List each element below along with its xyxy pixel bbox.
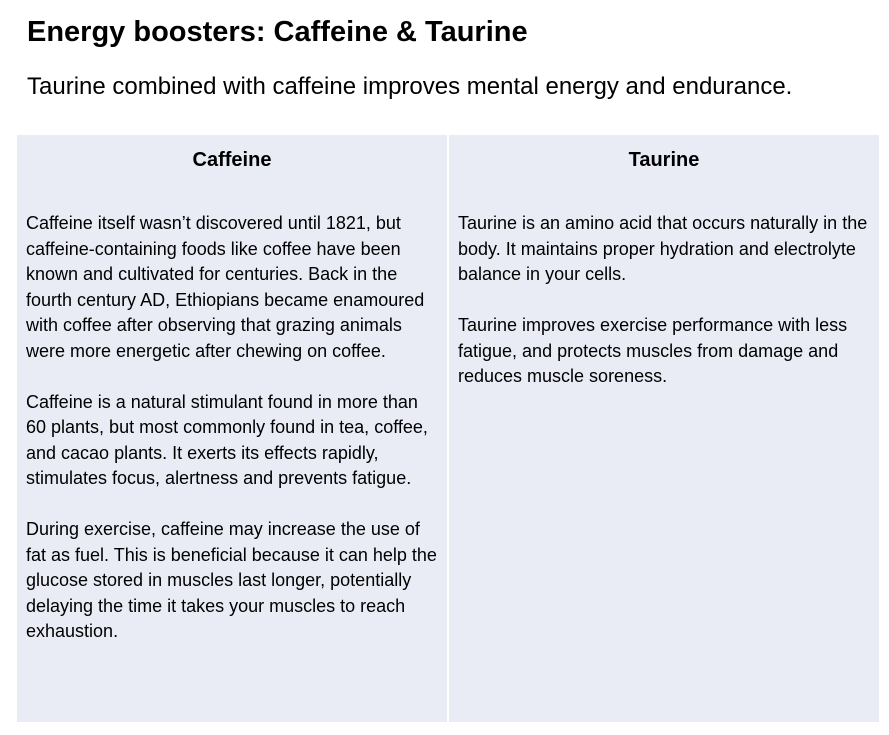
taurine-paragraph: Taurine is an amino acid that occurs naturally in the body. It maintains proper hydration and electrolyte balance in your cells. [458, 213, 868, 284]
caffeine-column [17, 135, 447, 722]
column-header-caffeine: Caffeine [192, 149, 272, 171]
caffeine-paragraph: Caffeine is a natural stimulant found in more than 60 plants, but most commonly found in tea, coffee, and cacao plants. It exerts its effects rapidly, stimulates focus, alertness and prevents fatigue. [26, 391, 428, 488]
caffeine-column-body [26, 211, 438, 645]
taurine-paragraph: Taurine improves exercise performance with less fatigue, and protects muscles from damage and reduces muscle soreness. [458, 315, 848, 386]
taurine-column-body [458, 211, 870, 390]
taurine-column [449, 135, 879, 722]
caffeine-paragraph: Caffeine itself wasn’t discovered until 1821, but caffeine-containing foods like coffee have been known and cultivated for centuries. Back in the fourth century AD, Ethiopians became enamoured with coffee after observing that grazing animals were more energetic after chewing on coffee. [26, 213, 425, 361]
slide-subtitle: Taurine combined with caffeine improves mental energy and endurance. [27, 73, 793, 100]
column-header-taurine: Taurine [628, 149, 700, 171]
comparison-table [17, 135, 879, 722]
slide-title: Energy boosters: Caffeine & Taurine [27, 16, 528, 48]
caffeine-paragraph: During exercise, caffeine may increase the use of fat as fuel. This is beneficial because it can help the glucose stored in muscles last longer, potentially delaying the time it takes your muscles to reach exhaustion. [26, 519, 437, 641]
